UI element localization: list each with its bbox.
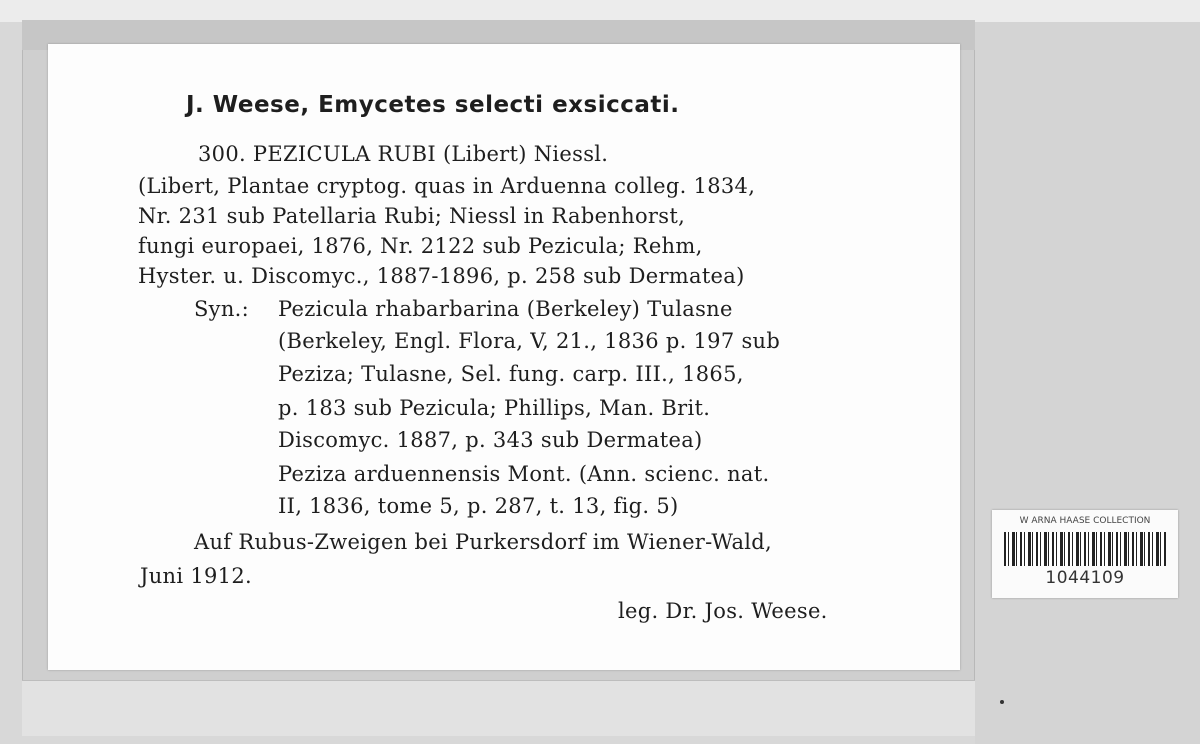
label-line: Nr. 231 sub Patellaria Rubi; Niessl in Rabenhorst, bbox=[138, 204, 686, 228]
date-line: Juni 1912. bbox=[140, 564, 252, 588]
label-line: II, 1836, tome 5, p. 287, t. 13, fig. 5) bbox=[278, 494, 679, 518]
label-line: Discomyc. 1887, p. 343 sub Dermatea) bbox=[278, 428, 703, 452]
locality-line: Auf Rubus-Zweigen bei Purkersdorf im Wiener-Wald, bbox=[194, 530, 773, 554]
label-line: Peziza arduennensis Mont. (Ann. scienc. nat. bbox=[278, 462, 770, 486]
barcode-icon bbox=[1004, 532, 1166, 566]
label-line: fungi europaei, 1876, Nr. 2122 sub Pezicula; Rehm, bbox=[138, 234, 703, 258]
label-line: (Berkeley, Engl. Flora, V, 21., 1836 p. 197 sub bbox=[278, 329, 781, 353]
label-line: p. 183 sub Pezicula; Phillips, Man. Brit. bbox=[278, 396, 711, 420]
exsiccata-label bbox=[48, 44, 960, 670]
collector-line: leg. Dr. Jos. Weese. bbox=[618, 599, 828, 623]
label-line: Peziza; Tulasne, Sel. fung. carp. III., 1865, bbox=[278, 362, 744, 386]
label-line: Pezicula rhabarbarina (Berkeley) Tulasne bbox=[278, 297, 733, 321]
label-line: Hyster. u. Discomyc., 1887-1896, p. 258 sub Dermatea) bbox=[138, 264, 745, 288]
barcode-label bbox=[992, 510, 1178, 598]
label-line-species: 300. PEZICULA RUBI (Libert) Niessl. bbox=[198, 142, 609, 166]
barcode-collection-text: W ARNA HAASE COLLECTION bbox=[1019, 516, 1151, 526]
label-line: (Libert, Plantae cryptog. quas in Arduenna colleg. 1834, bbox=[138, 174, 756, 198]
barcode-number: 1044109 bbox=[1045, 568, 1125, 588]
envelope-bottom-edge bbox=[22, 680, 975, 736]
background-sheet bbox=[975, 22, 1200, 744]
synonym-heading: Syn.: bbox=[194, 297, 250, 321]
background-top bbox=[0, 0, 1200, 22]
label-title: J. Weese, Emycetes selecti exsiccati. bbox=[186, 92, 680, 118]
paper-speck bbox=[1000, 700, 1004, 704]
